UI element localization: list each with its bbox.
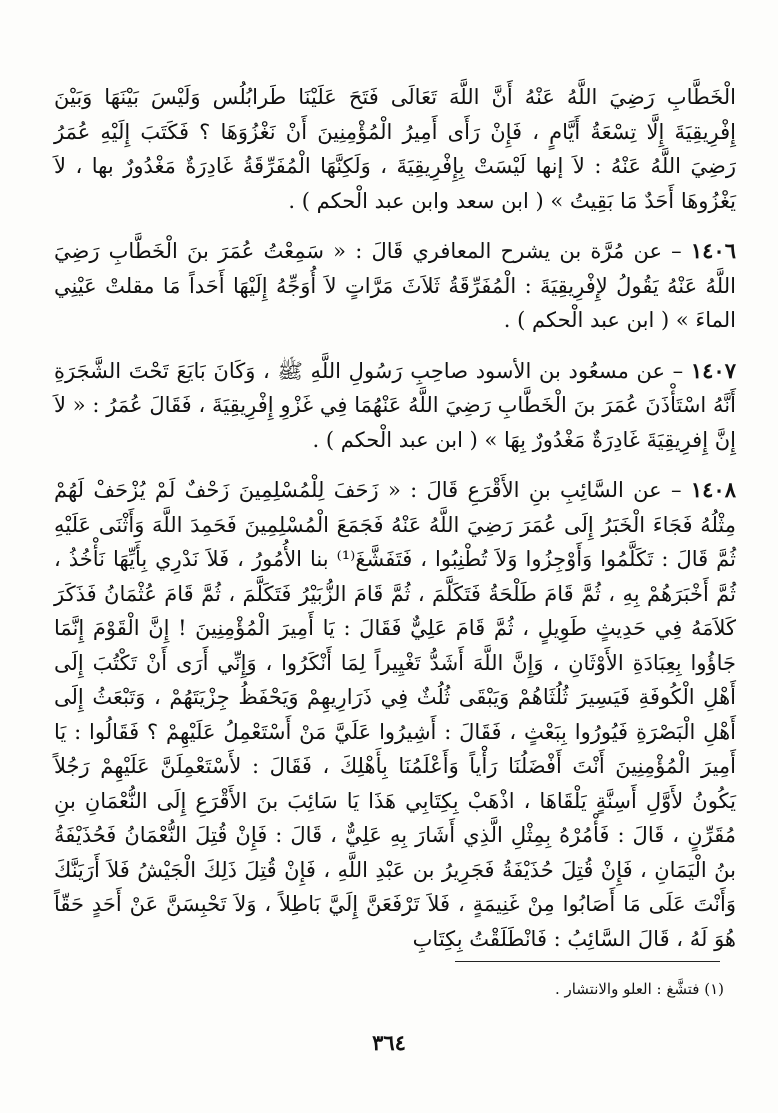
- page-number: ٣٦٤: [372, 1030, 406, 1055]
- paragraph-text: – عن مُرَّة بن يشرح المعافري قَالَ : « سَمِعْتُ عُمَرَ بنَ الْخَطَّابِ رَضِيَ اللَّهُ عَنْهُ يَقُولُ لإِفْرِيقِيَةَ : الْمُفَرِّقَةُ ثَلاَثَ مَرَّاتٍ لاَ أُوَجِّهُ إِلَيْهَا أَحَداً مَا مقلتْ عَيْنِي الماءَ » ( ابن عبد الْحكم ) .: [54, 239, 736, 332]
- hadith-number: ١٤٠٧: [690, 357, 736, 383]
- hadith-number: ١٤٠٦: [690, 238, 736, 263]
- paragraph-continued: [54, 80, 736, 218]
- paragraph-1407: [54, 354, 736, 458]
- paragraph-1408: [54, 473, 736, 956]
- paragraph-text: الْخَطَّابِ رَضِيَ اللَّهُ عَنْهُ أَنَّ اللَّهَ تَعَالَى فَتَحَ عَلَيْنَا طَرابُلُس وَلَيْسَ بَيْنَهَا وَبَيْنَ إِفْرِيقِيَةَ إِلَّا تِسْعَةُ أَيَّامٍ ، فَإِنْ رَأَى أَمِيرُ الْمُؤْمِنِينَ أَنْ نَغْزُوَهَا ؟ فَكَتَبَ إِلَيْهِ عُمَرُ رَضِيَ اللَّهُ عَنْهُ : لاَ إنها لَيْسَتْ بِإِفْرِيقِيَةَ ، وَلَكِنَّهَا الْمُفَرِّقَةُ غَادِرَةٌ مَغْدُورٌ بها ، لاَ يَغْزُوهَا أَحَدٌ مَا بَقِيتُ » ( ابن سعد وابن عبد الْحكم ) .: [54, 85, 737, 213]
- footnote-divider: [455, 961, 720, 962]
- paragraph-text: – عن مسعُود بن الأسود صاحِبِ رَسُولِ اللَّهِ ﷺ ، وَكَانَ بَايَعَ تَحْتَ الشَّجَرَةِ أَنَّهُ اسْتَأْذَنَ عُمَرَ بنَ الْخَطَّابِ رَضِيَ اللَّهُ عَنْهُمَا فِي غَزْوِ إِفْرِيقِيَةَ ، فَقَالَ عُمَرُ : « لاَ إِنَّ إِفرِيقِيَةَ غَادِرَةٌ مَغْدُورٌ بِهَا » ( ابن عبد الْحكم ) .: [54, 358, 736, 452]
- hadith-number: ١٤٠٨: [690, 477, 736, 502]
- footnote: (١) فتشَّغ : العلو والانتشار .: [554, 980, 724, 998]
- paragraph-1406: [54, 234, 736, 338]
- paragraph-text: – عن السَّائِبِ بنِ الأَقْرَعِ قَالَ : « زَحَفَ لِلْمُسْلِمِينَ زَحْفٌ لَمْ يُزْحَفْ لَهُمْ مِثْلُهُ فَجَاءَ الْخَبَرُ إِلَى عُمَرَ رَضِيَ اللَّهُ عَنْهُ فَجَمَعَ الْمُسْلِمِينَ فَحَمِدَ اللَّهَ وَأَثْنَى عَلَيْهِ ثُمَّ قَالَ : تَكَلَّمُوا وَأَوْجِزُوا وَلاَ تُطْنِبُوا ، فَتَفَشَّغَ⁽¹⁾ بنا الأُمُورُ ، فَلاَ نَدْرِي بِأَيِّهَا نَأْخُذُ ، ثُمَّ أَخْبَرَهُمْ بِهِ ، ثُمَّ قَامَ طَلْحَةُ فَتَكَلَّمَ ، ثُمَّ قَامَ الزُّبَيْرُ فَتَكَلَّمَ ، ثُمَّ قَامَ عُثْمَانُ فَذَكَرَ كَلاَمَهُ فِي حَدِيثٍ طَوِيلٍ ، ثُمَّ قَامَ عَلِيٌّ فَقَالَ : يَا أَمِيرَ الْمُؤْمِنِينَ ! إِنَّ الْقَوْمَ إِنَّمَا جَاؤُوا بِعِبَادَةِ الأَوْثَانِ ، وَإِنَّ اللَّهَ أَشَدُّ تَغْيِيراً لِمَا أَنْكَرُوا ، وَإِنِّي أَرَى أَنْ تَكْتُبَ إِلَى أَهْلِ الْكُوفَةِ فَيَسِيرَ ثُلُثَاهُمْ وَيَبْقَى ثُلُثٌ فِي ذَرَارِيهِمْ وَيَحْفَظُ جِزْيَتَهُمْ ، وَتَبْعَثُ إِلَى أَهْلِ الْبَصْرَةِ فَيُورُوا بِبَعْثٍ ، فَقَالَ : أَشِيرُوا عَلَيَّ مَنْ أَسْتَعْمِلُ عَلَيْهِمْ ؟ فَقَالُوا : يَا أَمِيرَ الْمُؤْمِنِينَ أَنْتَ أَفْضَلُنَا رَأْياً وَأَعْلَمُنَا بِأَهْلِكَ ، فَقَالَ : لأَسْتَعْمِلَنَّ عَلَيْهِمْ رَجُلاً يَكُونُ لأَوَّلِ أَسِنَّةٍ يَلْقَاهَا ، اذْهَبْ بِكِتَابِي هَذَا يَا سَائِبَ بنَ الأَقْرَعِ إِلَى النُّعْمَانِ بنِ مُقَرِّنٍ ، قَالَ : فَأْمُرْهُ بِمِثْلِ الَّذِي أَشَارَ بِهِ عَلِيٌّ ، قَالَ : فَإِنْ قُتِلَ النُّعْمَانُ فَحُذَيْفَةُ بنُ الْيَمَانِ ، فَإِنْ قُتِلَ حُذَيْفَةُ فَجَرِيرُ بن عَبْدِ اللَّهِ ، فَإِنْ قُتِلَ ذَلِكَ الْجَيْشُ فَلاَ أَرَيَنَّكَ وَأَنْتَ عَلَى مَا أَصَابُوا مِنْ غَنِيمَةٍ ، فَلاَ تَرْفَعَنَّ إِلَيَّ بَاطِلاً ، وَلاَ تَحْبِسَنَّ عَنْ أَحَدٍ حَقّاً هُوَ لَهُ ، قَالَ السَّائِبُ : فَانْطَلَقْتُ بِكِتَابِ: [54, 478, 737, 951]
- main-text: [54, 80, 736, 972]
